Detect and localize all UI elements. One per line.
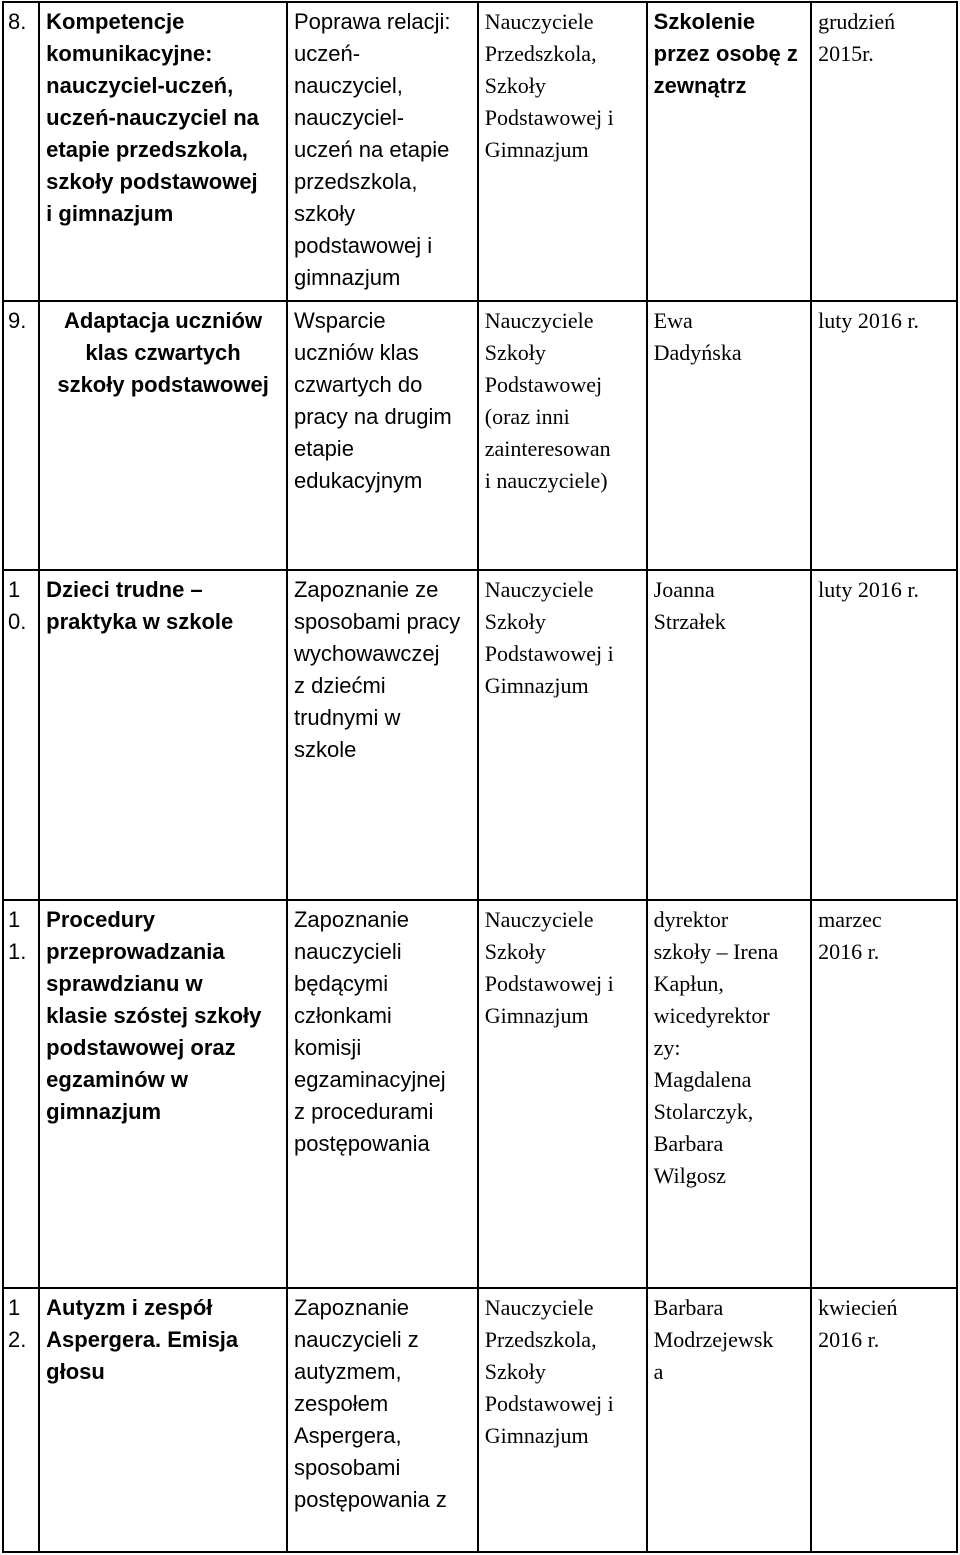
topic-cell: Adaptacja uczniów klas czwartych szkoły podstawowej bbox=[39, 301, 287, 570]
target-group-cell: Nauczyciele Szkoły Podstawowej (oraz inni zainteresowan i nauczyciele) bbox=[478, 301, 647, 570]
row-number: 1 0. bbox=[3, 570, 39, 900]
goal-cell: Poprawa relacji: uczeń- nauczyciel, nauczyciel- uczeń na etapie przedszkola, szkoły podstawowej i gimnazjum bbox=[287, 2, 478, 301]
target-group-cell: Nauczyciele Przedszkola, Szkoły Podstawowej i Gimnazjum bbox=[478, 1288, 647, 1552]
table-row bbox=[3, 1288, 957, 1552]
goal-cell: Zapoznanie nauczycieli będącymi członkami komisji egzaminacyjnej z procedurami postępowania bbox=[287, 900, 478, 1288]
leader-cell: Szkolenie przez osobę z zewnątrz bbox=[647, 2, 811, 301]
leader-cell: dyrektor szkoły – Irena Kapłun, wicedyrektor zy: Magdalena Stolarczyk, Barbara Wilgosz bbox=[647, 900, 811, 1288]
training-plan-table bbox=[2, 1, 958, 1553]
topic-cell: Autyzm i zespół Aspergera. Emisja głosu bbox=[39, 1288, 287, 1552]
goal-cell: Zapoznanie ze sposobami pracy wychowawczej z dziećmi trudnymi w szkole bbox=[287, 570, 478, 900]
table-row bbox=[3, 570, 957, 900]
date-cell: grudzień 2015r. bbox=[811, 2, 957, 301]
leader-cell: Joanna Strzałek bbox=[647, 570, 811, 900]
table-row bbox=[3, 2, 957, 301]
date-cell: marzec 2016 r. bbox=[811, 900, 957, 1288]
goal-cell: Zapoznanie nauczycieli z autyzmem, zespołem Aspergera, sposobami postępowania z bbox=[287, 1288, 478, 1552]
row-number: 1 2. bbox=[3, 1288, 39, 1552]
topic-cell: Dzieci trudne – praktyka w szkole bbox=[39, 570, 287, 900]
date-cell: kwiecień 2016 r. bbox=[811, 1288, 957, 1552]
target-group-cell: Nauczyciele Przedszkola, Szkoły Podstawowej i Gimnazjum bbox=[478, 2, 647, 301]
goal-cell: Wsparcie uczniów klas czwartych do pracy na drugim etapie edukacyjnym bbox=[287, 301, 478, 570]
target-group-cell: Nauczyciele Szkoły Podstawowej i Gimnazjum bbox=[478, 570, 647, 900]
target-group-cell: Nauczyciele Szkoły Podstawowej i Gimnazjum bbox=[478, 900, 647, 1288]
table-row bbox=[3, 900, 957, 1288]
leader-cell: Ewa Dadyńska bbox=[647, 301, 811, 570]
leader-cell: Barbara Modrzejewsk a bbox=[647, 1288, 811, 1552]
row-number: 8. bbox=[3, 2, 39, 301]
row-number: 9. bbox=[3, 301, 39, 570]
date-cell: luty 2016 r. bbox=[811, 570, 957, 900]
table-row bbox=[3, 301, 957, 570]
date-cell: luty 2016 r. bbox=[811, 301, 957, 570]
row-number: 1 1. bbox=[3, 900, 39, 1288]
topic-cell: Procedury przeprowadzania sprawdzianu w klasie szóstej szkoły podstawowej oraz egzaminów w gimnazjum bbox=[39, 900, 287, 1288]
topic-cell: Kompetencje komunikacyjne: nauczyciel-uczeń, uczeń-nauczyciel na etapie przedszkola, szkoły podstawowej i gimnazjum bbox=[39, 2, 287, 301]
